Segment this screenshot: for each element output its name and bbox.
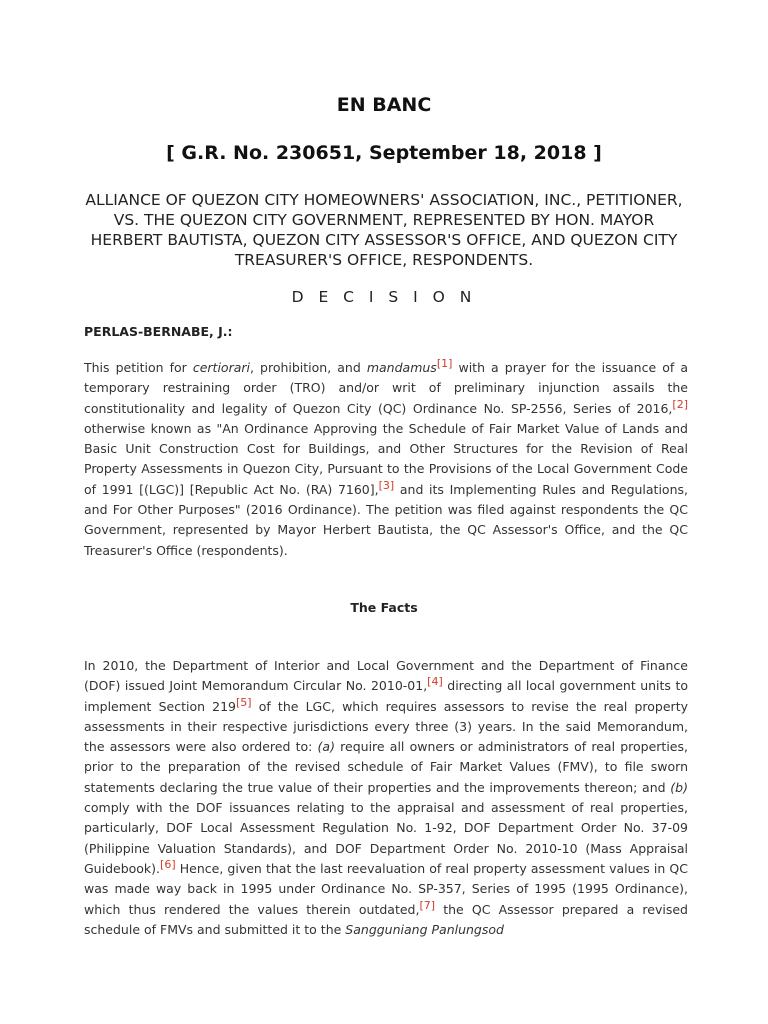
ponente: PERLAS-BERNABE, J.: [84,324,233,339]
paragraph-facts [84,656,688,940]
text-run: with a prayer for the issuance of a temporary restraining order (TRO) and/or writ of preliminary injunction assails the constitutionality and legality of Quezon City (QC) Ordinance No. SP-2556, Series of 2016, [84,360,688,416]
footnote-link-1[interactable]: [1] [436,357,453,370]
text-run: require all owners or administrators of real properties, prior to the preparation of the revised schedule of Fair Market Values (FMV), to file sworn statements declaring the true value of their properties and the improvements thereon; and [84,739,688,795]
text-run: In 2010, the Department of Interior and Local Government and the Department of Finance (DOF) issued Joint Memorandum Circular No. 2010-01, [84,658,688,694]
text-run: This petition for [84,360,193,375]
paragraph-intro [84,358,688,561]
footnote-link-7[interactable]: [7] [419,898,436,912]
italic-term: mandamus [366,360,437,375]
text-run: comply with the DOF issuances relating to the appraisal and assessment of real properties, particularly, DOF Local Assessment Regulation No. 1-92, DOF Department Order No. 37-09 (Philippine Valuation Standards), and DOF Department Order No. 2010-10 (Mass Appraisal Guidebook). [84,800,688,876]
text-run: and its Implementing Rules and Regulations, and For Other Purposes" (2016 Ordinance). The petition was filed against respondents the QC Government, represented by Mayor Herbert Bautista, the QC Assessor's Office, and the QC Treasurer's Office (respondents). [84,481,688,558]
text-run: otherwise known as "An Ordinance Approving the Schedule of Fair Market Value of Lands and Basic Unit Construction Cost for Buildings, and Other Structures for the Revision of Real Property Assessments in Quezon City, Pursuant to the Provisions of the Local Government Code of 1991 [(LGC)] [Republic Act No. (RA) 7160], [84,420,688,497]
section-heading-facts: The Facts [350,600,418,615]
text-run: , prohibition, and [250,360,367,375]
italic-term: Sangguniang Panlungsod [345,921,504,937]
footnote-link-4[interactable]: [4] [427,675,443,689]
italic-term: (b) [670,779,688,795]
italic-term: certiorari [192,360,250,375]
text-run: of the LGC, which requires assessors to revise the real property assessments in their respective jurisdictions every three (3) years. In the said Memorandum, the assessors were also ordered to: [84,698,688,755]
footnote-link-2[interactable]: [2] [672,397,688,411]
text-run: the QC Assessor prepared a revised schedule of FMVs and submitted it to the [84,901,688,937]
decision-title: D E C I S I O N [291,288,477,306]
footnote-link-3[interactable]: [3] [378,478,395,492]
text-run: directing all local government units to implement Section 219 [84,678,688,714]
footnote-link-5[interactable]: [5] [236,695,252,709]
case-number: [ G.R. No. 230651, September 18, 2018 ] [166,142,602,164]
footnote-link-6[interactable]: [6] [160,857,176,871]
case-parties: ALLIANCE OF QUEZON CITY HOMEOWNERS' ASSOCIATION, INC., PETITIONER, VS. THE QUEZON CITY GOVERNMENT, REPRESENTED BY HON. MAYOR HERBERT BAUTISTA, QUEZON CITY ASSESSOR'S OFFICE, AND QUEZON CITY TREASURER'S OFFICE, RESPONDENTS. [85,191,683,269]
italic-term: (a) [317,739,335,755]
text-run: Hence, given that the last reevaluation of real property assessment values in QC was made way back in 1995 under Ordinance No. SP-357, Series of 1995 (1995 Ordinance), which thus rendered the values therein outdated, [84,860,688,917]
court-division: EN BANC [336,94,432,116]
